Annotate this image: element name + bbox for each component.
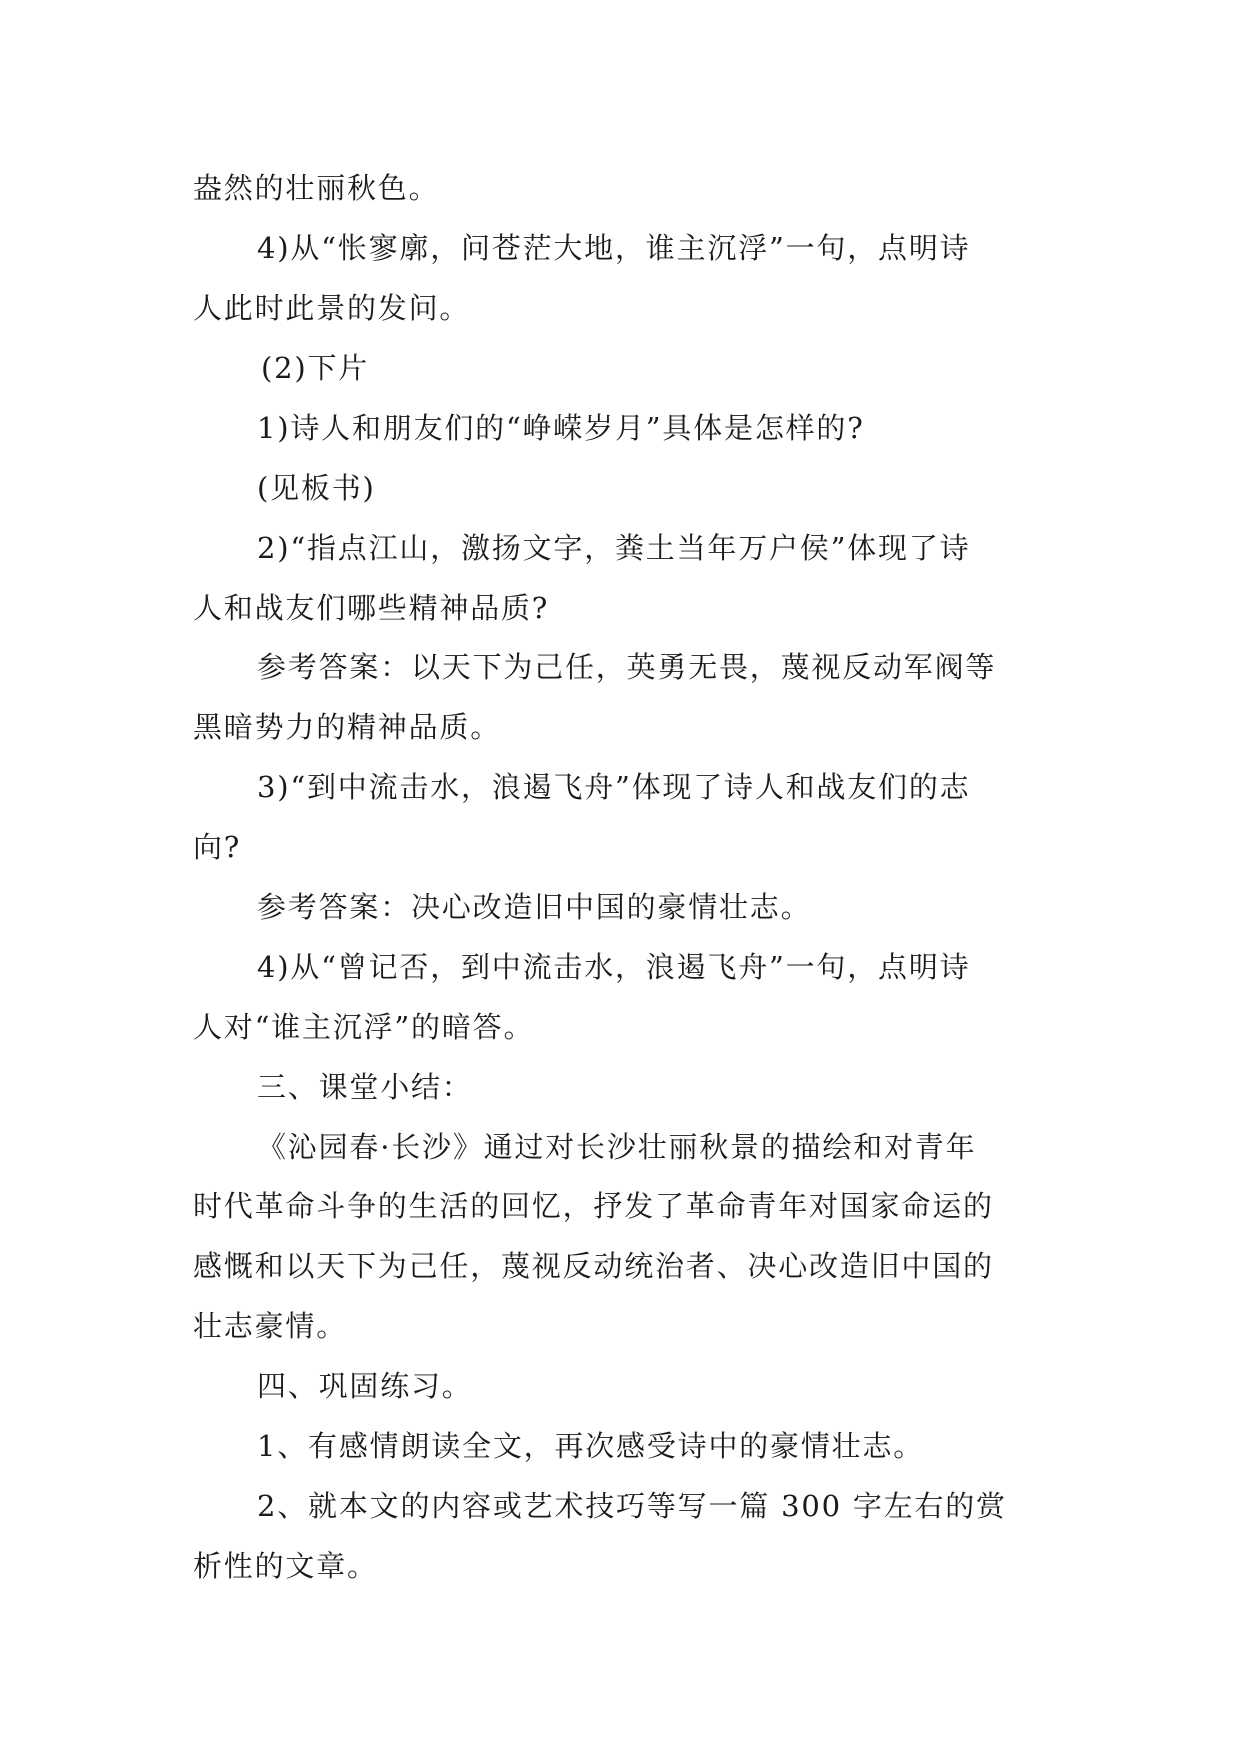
text-line: 盎然的壮丽秋色。 [193,171,440,205]
text-line: 4)从“曾记否，到中流击水，浪遏飞舟”一句，点明诗 [257,950,971,984]
text-line: 参考答案：决心改造旧中国的豪情壮志。 [257,890,812,924]
text-line: 1、有感情朗读全文，再次感受诗中的豪情壮志。 [257,1429,925,1463]
section-heading: 四、巩固练习。 [257,1369,473,1403]
text-line: (见板书) [257,471,376,505]
text-line: 黑暗势力的精神品质。 [193,710,502,744]
text-line: 《沁园春·长沙》通过对长沙壮丽秋景的描绘和对青年 [257,1130,977,1164]
text-line: 人此时此景的发问。 [193,291,471,325]
section-heading: 三、课堂小结： [257,1070,473,1104]
text-line: 3)“到中流击水，浪遏飞舟”体现了诗人和战友们的志 [257,770,971,804]
text-line: 人和战友们哪些精神品质? [193,591,550,625]
text-line: 2)“指点江山，激扬文字，粪土当年万户侯”体现了诗 [257,531,971,565]
text-line: 2、就本文的内容或艺术技巧等写一篇 300 字左右的赏 [257,1489,1007,1523]
text-line: 1)诗人和朋友们的“峥嵘岁月”具体是怎样的? [257,411,865,445]
text-line: 向? [193,830,242,864]
text-line: 参考答案：以天下为己任，英勇无畏，蔑视反动军阀等 [257,650,997,684]
text-line: 4)从“怅寥廓，问苍茫大地，谁主沉浮”一句，点明诗 [257,231,971,265]
text-line: 感慨和以天下为己任，蔑视反动统治者、决心改造旧中国的 [193,1249,994,1283]
section-heading: (2)下片 [261,351,370,385]
text-line: 人对“谁主沉浮”的暗答。 [193,1010,535,1044]
text-line: 析性的文章。 [193,1549,378,1583]
text-line: 壮志豪情。 [193,1309,348,1343]
text-line: 时代革命斗争的生活的回忆，抒发了革命青年对国家命运的 [193,1189,994,1223]
